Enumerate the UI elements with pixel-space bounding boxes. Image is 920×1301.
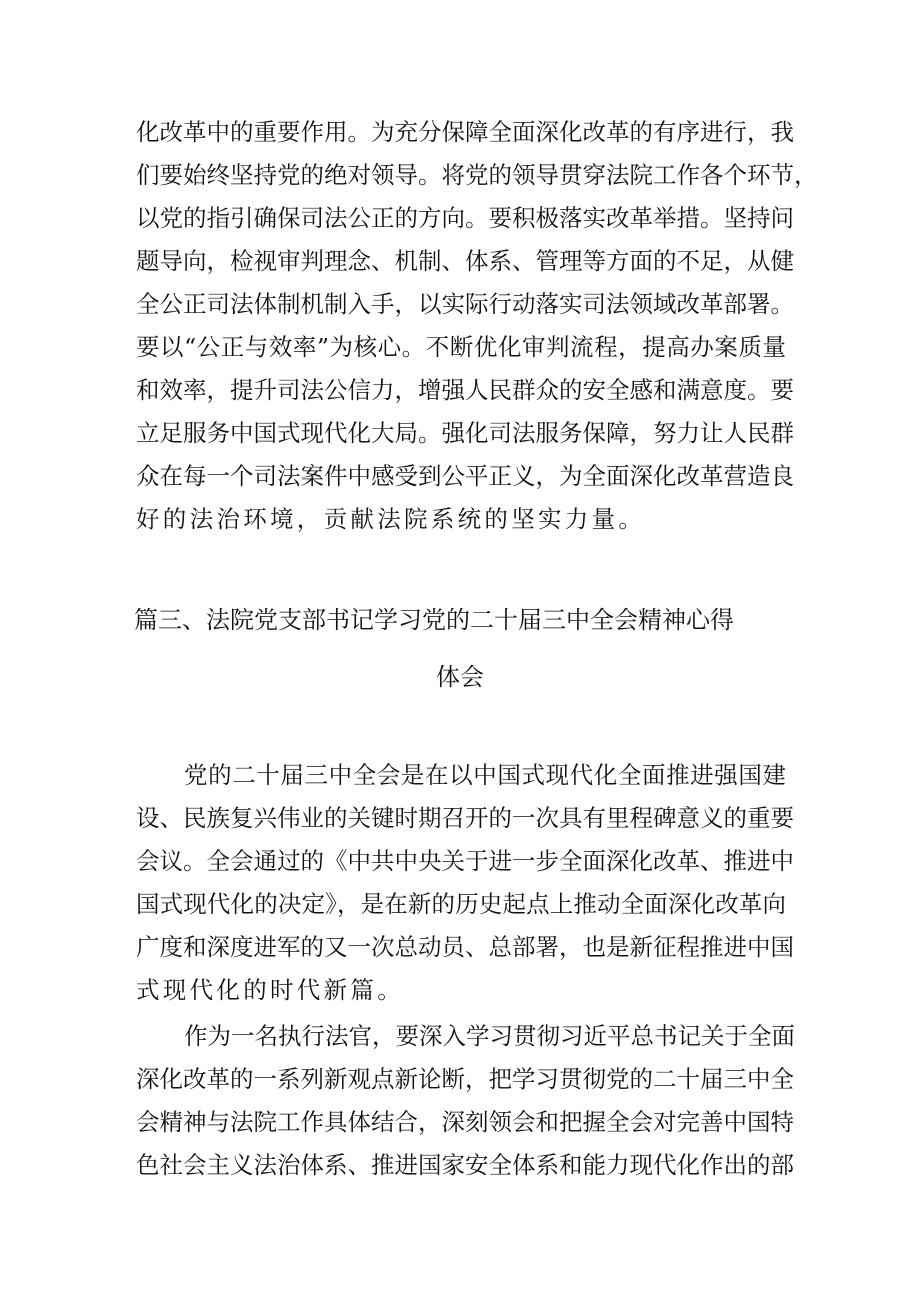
paragraph-line: 们要始终坚持党的绝对领导。将党的领导贯穿法院工作各个环节， bbox=[136, 161, 818, 189]
section-heading-line-2: 体会 bbox=[436, 663, 484, 691]
paragraph-line: 广度和深度进军的又一次总动员、总部署，也是新征程推进中国 bbox=[136, 933, 794, 961]
paragraph-line: 立足服务中国式现代化大局。强化司法服务保障，努力让人民群 bbox=[136, 419, 794, 447]
paragraph-line: 深化改革的一系列新观点新论断，把学习贯彻党的二十届三中全 bbox=[136, 1065, 794, 1093]
paragraph-line: 设、民族复兴伟业的关键时期召开的一次具有里程碑意义的重要 bbox=[136, 804, 794, 832]
paragraph-line: 化改革中的重要作用。为充分保障全面深化改革的有序进行，我 bbox=[136, 118, 794, 146]
paragraph-line: 式现代化的时代新篇。 bbox=[136, 976, 404, 1004]
paragraph-line: 国式现代化的决定》，是在新的历史起点上推动全面深化改革向 bbox=[136, 890, 786, 918]
paragraph-line: 和效率，提升司法公信力，增强人民群众的安全感和满意度。要 bbox=[136, 376, 794, 404]
paragraph-line: 会精神与法院工作具体结合，深刻领会和把握全会对完善中国特 bbox=[136, 1108, 794, 1136]
paragraph-line: 作为一名执行法官，要深入学习贯彻习近平总书记关于全面 bbox=[184, 1022, 795, 1050]
paragraph-line: 题导向，检视审判理念、机制、体系、管理等方面的不足，从健 bbox=[136, 247, 794, 275]
paragraph-line: 要以“公正与效率”为核心。不断优化审判流程，提高办案质量 bbox=[136, 333, 786, 361]
paragraph-line: 党的二十届三中全会是在以中国式现代化全面推进强国建 bbox=[184, 761, 786, 789]
paragraph-line: 好的法治环境，贡献法院系统的坚实力量。 bbox=[136, 505, 646, 533]
paragraph-line: 众在每一个司法案件中感受到公平正义，为全面深化改革营造良 bbox=[136, 462, 794, 490]
paragraph-line: 色社会主义法治体系、推进国家安全体系和能力现代化作出的部 bbox=[136, 1151, 794, 1179]
paragraph-line: 以党的指引确保司法公正的方向。要积极落实改革举措。坚持问 bbox=[136, 204, 794, 232]
paragraph-line: 全公正司法体制机制入手，以实际行动落实司法领域改革部署。 bbox=[136, 290, 794, 318]
section-heading-line-1: 篇三、法院党支部书记学习党的二十届三中全会精神心得 bbox=[134, 606, 734, 634]
paragraph-line: 会议。全会通过的《中共中央关于进一步全面深化改革、推进中 bbox=[136, 847, 794, 875]
